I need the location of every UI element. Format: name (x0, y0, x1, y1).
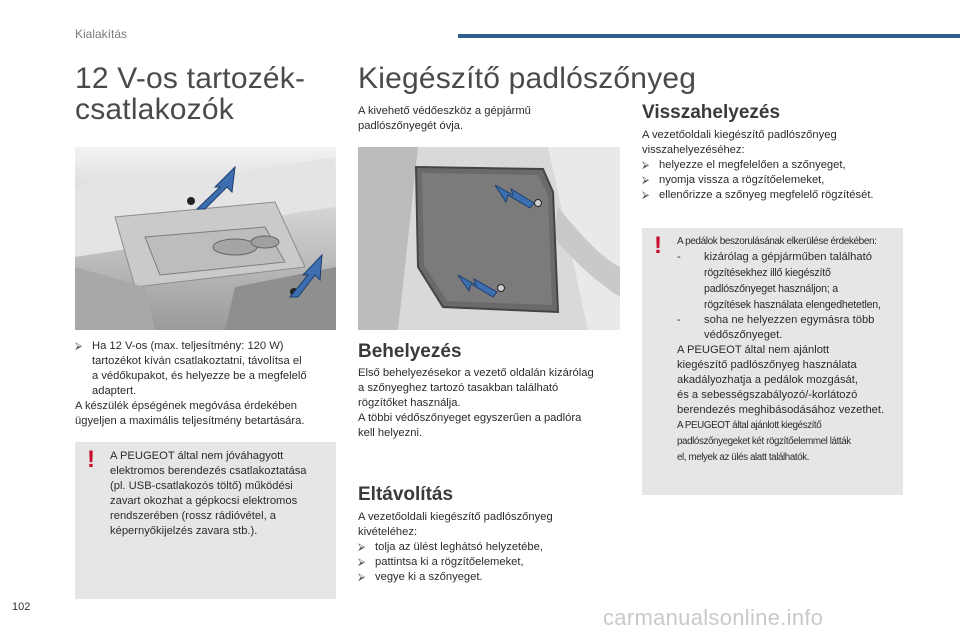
bullet-line-4: adaptert. (92, 385, 137, 397)
warning-body-line: A PEUGEOT által nem ajánlott (677, 344, 830, 356)
list-item: ⮚ helyezze el megfelelően a szőnyeget, (642, 159, 846, 171)
install-text (358, 366, 620, 441)
warning-line: rendszerében (rossz rádióvétel, a (110, 510, 277, 522)
warning-small-text: A PEUGEOT által ajánlott kiegészítő padlószőnyegeket két rögzítőelemmel látták el, melyek az ülés alatt találhatók. (677, 420, 851, 463)
header-accent-bar (458, 34, 960, 38)
note-line-1: A készülék épségének megóvása érdekében (75, 400, 298, 412)
warning-body-line: akadályozhatja a pedálok mozgását, (677, 374, 858, 386)
floor-mat-intro (358, 104, 620, 134)
intro-line-2: padlószőnyegét óvja. (358, 120, 464, 132)
dash2-continuation: védőszőnyeget. (704, 329, 783, 341)
arrow-bullet-icon: ⮚ (358, 542, 366, 553)
title-12v-connectors (75, 63, 335, 125)
warning-line: zavart okozhat a gépkocsi elektromos (110, 495, 298, 507)
refit-intro-line: A vezetőoldali kiegészítő padlószőnyeg (642, 129, 837, 141)
refit-intro-line: visszahelyezéséhez: (642, 144, 745, 156)
heading-refit: Visszahelyezés (642, 102, 781, 123)
list-item: - soha ne helyezzen egymásra több (677, 314, 875, 326)
warning-line: elektromos berendezés csatlakoztatása (110, 465, 307, 477)
arrow-bullet-icon: ⮚ (75, 341, 83, 352)
remove-intro-line: A vezetőoldali kiegészítő padlószőnyeg (358, 511, 553, 523)
warning-body-pedals (677, 250, 901, 466)
arrow-bullet-icon: ⮚ (642, 175, 650, 186)
install-line: rögzítőket használja. (358, 397, 461, 409)
warning-body-line: berendezés meghibásodásához vezethet. (677, 404, 885, 416)
list-item: ⮚ tolja az ülést leghátsó helyzetébe, (358, 541, 543, 553)
exclamation-icon: ! (654, 232, 662, 259)
list-item: - kizárólag a gépjárműben található (677, 251, 872, 263)
section-header-label: Kialakítás (75, 27, 128, 41)
install-line: a szőnyeghez tartozó tasakban található (358, 382, 559, 394)
floor-mat-photo (358, 147, 620, 330)
connectors-photo (75, 147, 336, 330)
warning-line: (pl. USB-csatlakozós töltő) működési (110, 480, 293, 492)
heading-remove: Eltávolítás (358, 484, 454, 505)
bullet-line-1: Ha 12 V-os (max. teljesítmény: 120 W) (92, 340, 284, 352)
warning-heading-pedals: A pedálok beszorulásának elkerülése érdekében: (677, 236, 877, 247)
title-line-1: 12 V-os tartozék- (75, 62, 306, 95)
remove-text (358, 510, 620, 585)
warning-body-line: és a sebességszabályozó/-korlátozó (677, 389, 858, 401)
remove-intro-line: kivételéhez: (358, 526, 418, 538)
warning-box-electrical (75, 442, 336, 599)
note-line-2: ügyeljen a maximális teljesítmény betartására. (75, 415, 305, 427)
warning-body-line: kiegészítő padlószőnyeg használata (677, 359, 857, 371)
list-item: ⮚ pattintsa ki a rögzítőelemeket, (358, 556, 524, 568)
exclamation-icon: ! (87, 446, 95, 473)
heading-install: Behelyezés (358, 341, 462, 362)
install-line: A többi védőszőnyeget egyszerűen a padlóra (358, 412, 582, 424)
bullet-line-2: tartozékot kíván csatlakoztatni, távolítsa el (92, 355, 302, 367)
list-item: ⮚ nyomja vissza a rögzítőelemeket, (642, 174, 825, 186)
dash1-continuation: rögzítésekhez illő kiegészítő padlószőnyeget használjon; a rögzítések használata elengedhetetlen, (704, 267, 881, 311)
arrow-bullet-icon: ⮚ (358, 572, 366, 583)
intro-line-1: A kivehető védőeszköz a gépjármű (358, 105, 531, 117)
list-item: ⮚ vegye ki a szőnyeget. (358, 571, 483, 583)
warning-text-electrical (110, 449, 332, 539)
arrow-bullet-icon: ⮚ (642, 190, 650, 201)
title-line-2: csatlakozók (75, 93, 234, 126)
dash-bullet: - (677, 314, 681, 326)
list-item: ⮚ ellenőrizze a szőnyeg megfelelő rögzítését. (642, 189, 874, 201)
warning-line: A PEUGEOT által nem jóváhagyott (110, 450, 284, 462)
install-line: Első behelyezésekor a vezető oldalán kizárólag (358, 367, 594, 379)
install-line: kell helyezni. (358, 427, 423, 439)
page-number: 102 (12, 601, 31, 613)
connector-instructions (75, 339, 337, 429)
warning-line: képernyőkijelzés zavara stb.). (110, 525, 258, 537)
dash-bullet: - (677, 251, 681, 263)
arrow-bullet-icon: ⮚ (642, 160, 650, 171)
watermark: carmanualsonline.info (603, 605, 824, 630)
title-floor-mat: Kiegészítő padlószőnyeg (358, 62, 697, 95)
warning-box-pedals (642, 228, 903, 495)
refit-text (642, 128, 912, 203)
arrow-bullet-icon: ⮚ (358, 557, 366, 568)
bullet-line-3: a védőkupakot, és helyezze be a megfelelő (92, 370, 307, 382)
